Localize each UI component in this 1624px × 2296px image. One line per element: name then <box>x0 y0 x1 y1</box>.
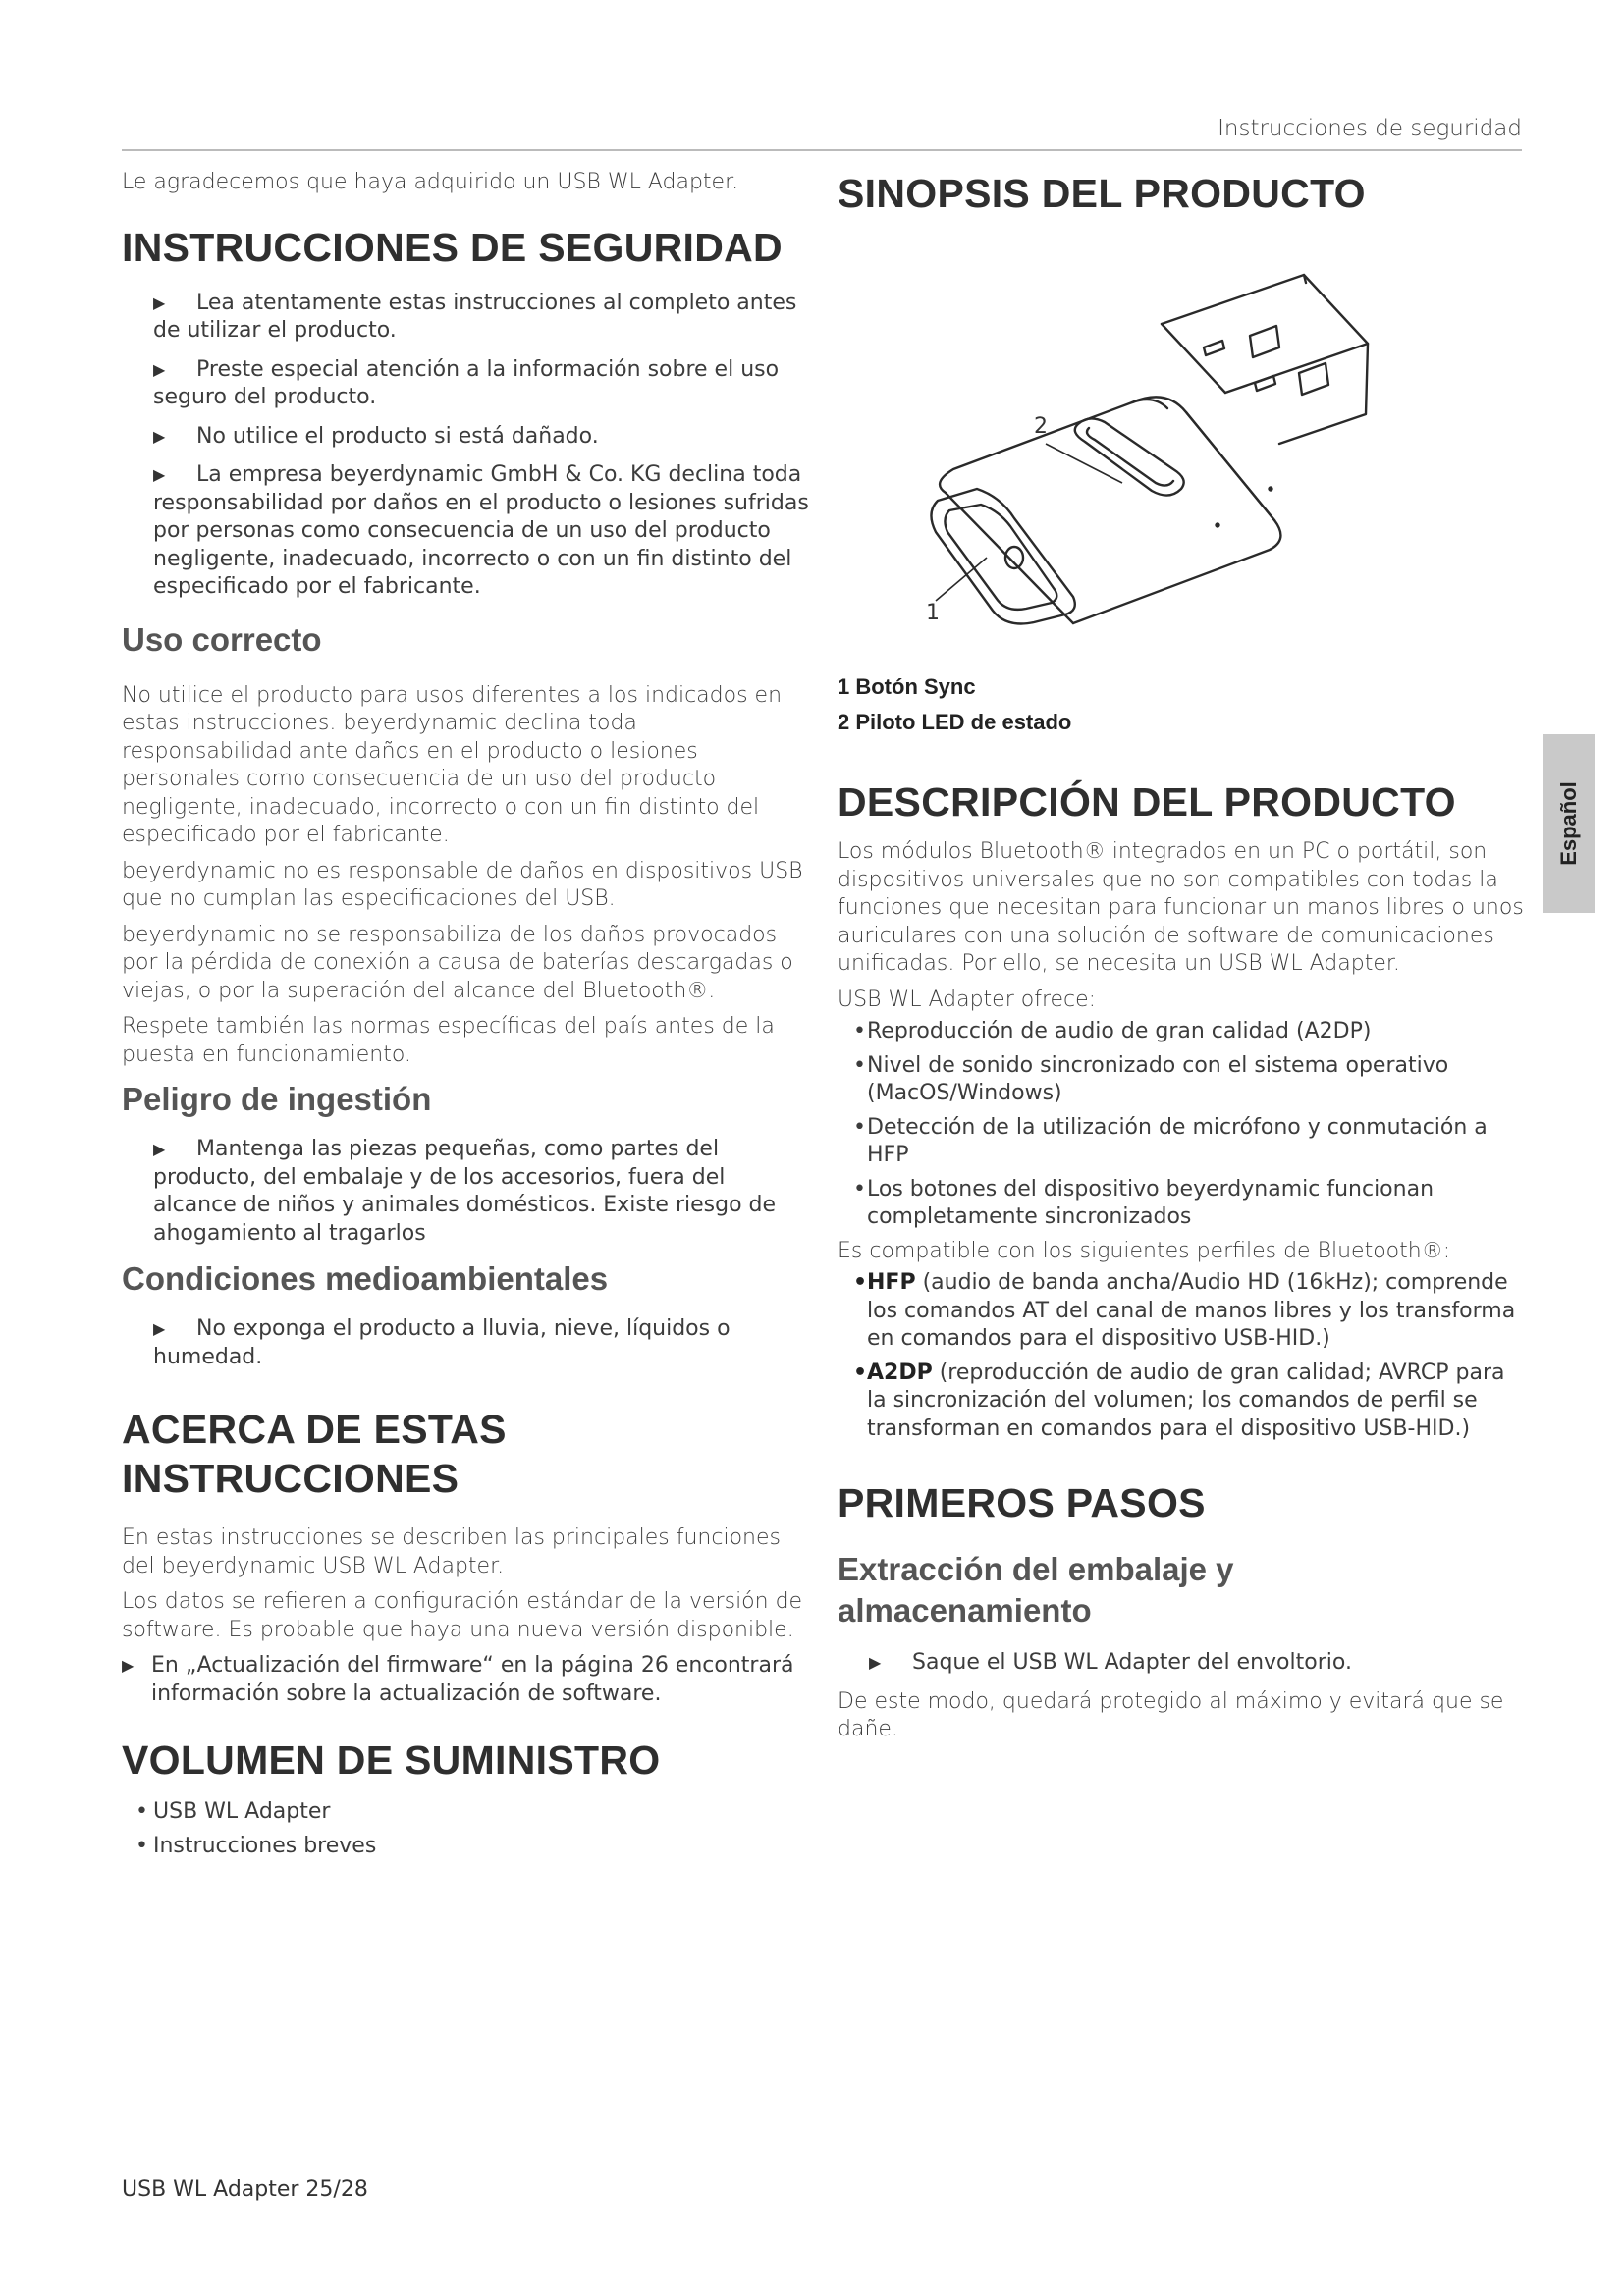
list-item: • Detección de la utilización de micrófono y conmutación a HFP <box>853 1114 1488 1167</box>
first-steps-subtitle-line2: almacenamiento <box>838 1592 1092 1629</box>
paragraph: En estas instrucciones se describen las principales funciones del beyerdynamic USB WL Adapter. <box>122 1525 781 1578</box>
safety-list <box>122 290 809 602</box>
arrow-icon: ▶ <box>869 1653 882 1672</box>
paragraph: beyerdynamic no se responsabiliza de los daños provocados por la pérdida de conexión a causa de baterías descargadas o viejas, o por la superación del alcance del Bluetooth®. <box>122 922 793 1003</box>
environment-list <box>122 1315 809 1371</box>
profiles-label: Es compatible con los siguientes perfiles de Bluetooth®: <box>838 1238 1451 1263</box>
offers-list <box>838 1018 1525 1232</box>
offers-label: USB WL Adapter ofrece: <box>838 987 1097 1012</box>
first-steps-title: PRIMEROS PASOS <box>838 1480 1206 1525</box>
list-item: • USB WL Adapter <box>135 1799 331 1824</box>
synopsis-title: SINOPSIS DEL PRODUCTO <box>838 171 1366 216</box>
list-item: ▶ Lea atentamente estas instrucciones al completo antes de utilizar el producto. <box>153 290 797 343</box>
supply-list <box>122 1798 809 1860</box>
about-title-line2: INSTRUCCIONES <box>122 1456 460 1501</box>
environment-title: Condiciones medioambientales <box>122 1260 609 1297</box>
legend-led: 2 Piloto LED de estado <box>838 710 1072 734</box>
about-note <box>122 1652 809 1708</box>
list-item: • Reproducción de audio de gran calidad (A2DP) <box>853 1019 1372 1043</box>
about-title-line1: ACERCA DE ESTAS <box>122 1407 507 1452</box>
running-header: Instrucciones de seguridad <box>1218 116 1522 141</box>
first-steps-list <box>838 1649 1525 1678</box>
list-item: ▶ La empresa beyerdynamic GmbH & Co. KG declina toda responsabilidad por daños en el producto o lesiones sufridas por personas como consecuencia de un uso del producto negligente, inadecuado, incorrecto o con un fin distinto del especificado por el fabricante. <box>153 462 809 599</box>
list-item: • Los botones del dispositivo beyerdynamic funcionan completamente sincronizados <box>853 1176 1435 1229</box>
right-column <box>838 169 1525 1752</box>
paragraph: beyerdynamic no es responsable de daños en dispositivos USB que no cumplan las especificaciones del USB. <box>122 858 803 911</box>
arrow-icon: ▶ <box>153 359 166 379</box>
list-item: • HFP (audio de banda ancha/Audio HD (16kHz); comprende los comandos AT del canal de manos libres y los transforma en comandos para el dispositivo USB-HID.) <box>853 1270 1516 1351</box>
list-item: ▶ Mantenga las piezas pequeñas, como partes del producto, del embalaje y de los accesorios, fuera del alcance de niños y animales domésticos. Existe riesgo de ahogamiento al tragarlos <box>153 1137 777 1246</box>
paragraph: Los módulos Bluetooth® integrados en un PC o portátil, son dispositivos universales que no son compatibles con todas la funciones que necesitan para funcionar un manos libres o unos auriculares con una solución de software de comunicaciones unificadas. Por ello, se necesita un USB WL Adapter. <box>838 839 1524 976</box>
ingestion-title: Peligro de ingestión <box>122 1081 432 1117</box>
usb-adapter-drawing <box>838 226 1427 648</box>
paragraph: No utilice el producto para usos diferentes a los indicados en estas instrucciones. beyerdynamic declina toda responsabilidad ante daños en el producto o lesiones personales como consecuencia de un uso del producto negligente, inadecuado, incorrecto o con un fin distinto del especificado por el fabricante. <box>122 682 783 847</box>
arrow-icon: ▶ <box>153 1319 166 1338</box>
arrow-icon: ▶ <box>153 1140 166 1158</box>
callout-2: 2 <box>1034 414 1048 439</box>
header-rule <box>122 149 1522 151</box>
product-illustration <box>838 226 1427 648</box>
arrow-icon: ▶ <box>153 465 166 484</box>
arrow-icon: ▶ <box>122 1656 135 1675</box>
paragraph: Los datos se refieren a configuración estándar de la versión de software. Es probable que haya una nueva versión disponible. <box>122 1589 803 1642</box>
page-footer: USB WL Adapter 25/28 <box>122 2177 368 2202</box>
language-tab-label: Español <box>1556 781 1581 866</box>
callout-1: 1 <box>926 601 940 625</box>
description-title: DESCRIPCIÓN DEL PRODUCTO <box>838 779 1456 825</box>
legend-sync: 1 Botón Sync <box>838 674 976 699</box>
list-item: ▶ No exponga el producto a lluvia, nieve, líquidos o humedad. <box>153 1316 731 1369</box>
arrow-icon: ▶ <box>153 293 166 312</box>
intro-text: Le agradecemos que haya adquirido un USB WL Adapter. <box>122 170 739 194</box>
paragraph: Respete también las normas específicas del país antes de la puesta en funcionamiento. <box>122 1014 775 1067</box>
safety-title: INSTRUCCIONES DE SEGURIDAD <box>122 224 783 270</box>
list-item: • Nivel de sonido sincronizado con el sistema operativo (MacOS/Windows) <box>853 1052 1449 1105</box>
arrow-icon: ▶ <box>153 426 166 446</box>
supply-title: VOLUMEN DE SUMINISTRO <box>122 1737 661 1783</box>
list-item: ▶ En „Actualización del firmware“ en la página 26 encontrará información sobre la actualización de software. <box>122 1653 794 1706</box>
list-item: ▶ No utilice el producto si está dañado. <box>153 423 809 452</box>
list-item: ▶ Saque el USB WL Adapter del envoltorio. <box>869 1649 1525 1678</box>
language-tab <box>1543 734 1595 913</box>
list-item: • A2DP (reproducción de audio de gran calidad; AVRCP para la sincronización del volumen; los comandos de perfil se transforman en comandos para el dispositivo USB-HID.) <box>853 1360 1505 1441</box>
list-item: ▶ Preste especial atención a la información sobre el uso seguro del producto. <box>153 356 780 409</box>
paragraph: De este modo, quedará protegido al máximo y evitará que se dañe. <box>838 1688 1504 1741</box>
left-column <box>122 169 809 1866</box>
ingestion-list <box>122 1136 809 1248</box>
list-item: • Instrucciones breves <box>135 1833 377 1858</box>
correct-use-title: Uso correcto <box>122 620 322 658</box>
first-steps-subtitle-line1: Extracción del embalaje y <box>838 1551 1234 1587</box>
profiles-list <box>838 1269 1525 1443</box>
